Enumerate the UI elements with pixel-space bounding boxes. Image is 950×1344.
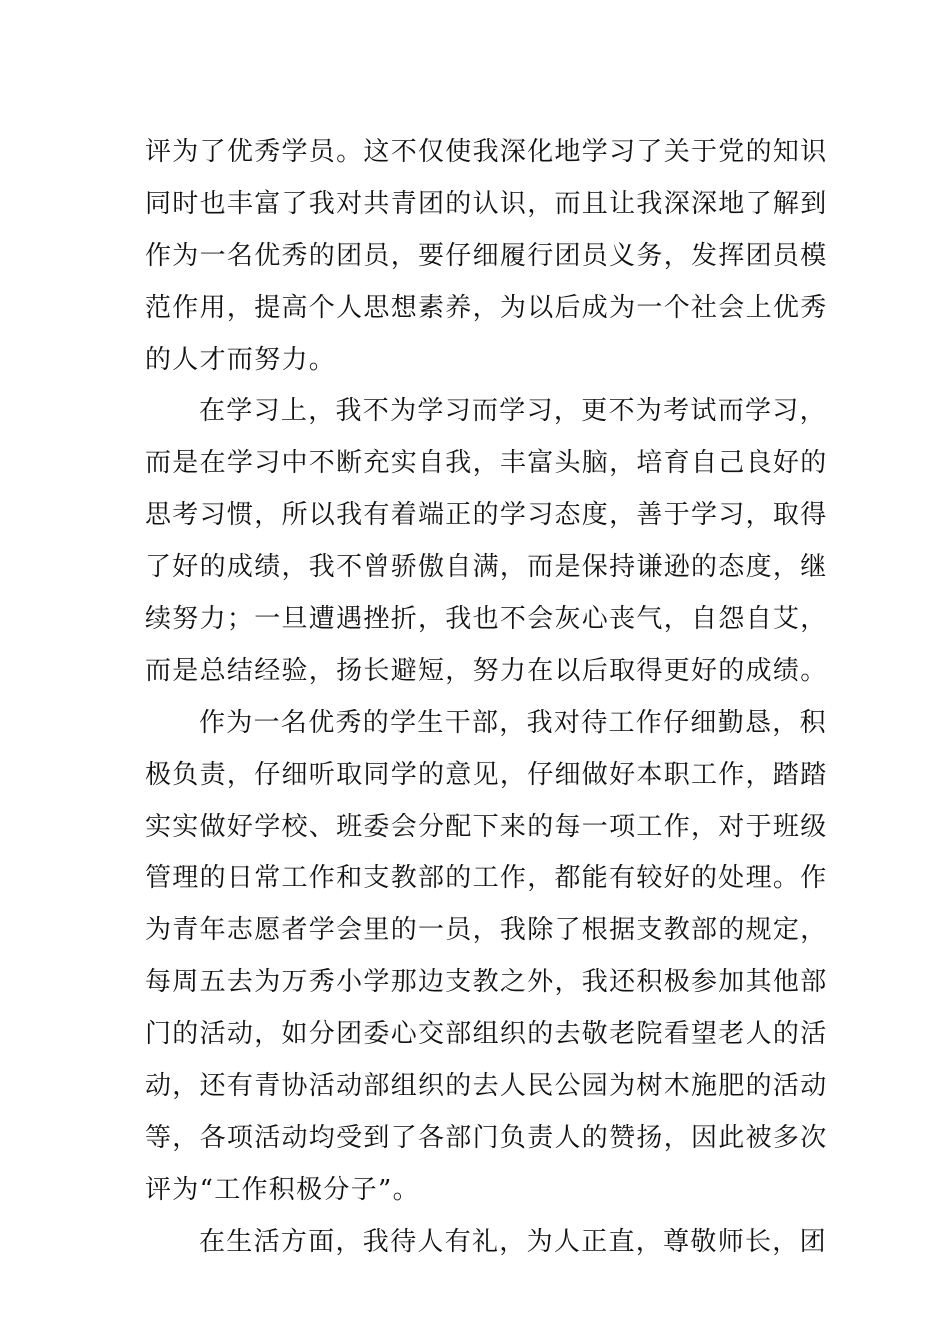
text-line: 的人才而努力。	[145, 344, 337, 375]
text-line: 思考习惯，所以我有着端正的学习态度，善于学习，取得	[145, 500, 828, 531]
text-line: 作为一名优秀的团员，要仔细履行团员义务，发挥团员模	[145, 240, 828, 271]
text-line: 了好的成绩，我不曾骄傲自满，而是保持谦逊的态度，继	[145, 552, 828, 583]
text-line: 评为了优秀学员。这不仅使我深化地学习了关于党的知识	[145, 137, 828, 167]
text-line: 评为“工作积极分子”。	[145, 1174, 420, 1205]
paragraph-start-line: 在学习上，我不为学习而学习，更不为考试而学习，	[199, 396, 827, 427]
text-line: 续努力；一旦遭遇挫折，我也不会灰心丧气，自怨自艾，	[145, 604, 828, 635]
text-line: 管理的日常工作和支教部的工作，都能有较好的处理。作	[145, 863, 828, 894]
text-line: 而是总结经验，扬长避短，努力在以后取得更好的成绩。	[145, 655, 828, 686]
text-line: 为青年志愿者学会里的一员，我除了根据支教部的规定，	[145, 915, 828, 946]
body-text	[145, 127, 828, 1269]
text-line: 同时也丰富了我对共青团的认识，而且让我深深地了解到	[145, 188, 828, 219]
text-line: 动，还有青协活动部组织的去人民公园为树木施肥的活动	[145, 1071, 828, 1102]
text-line: 范作用，提高个人思想素养，为以后成为一个社会上优秀	[145, 292, 828, 323]
paragraph-start-line: 作为一名优秀的学生干部，我对待工作仔细勤恳，积	[199, 707, 827, 738]
text-line: 门的活动，如分团委心交部组织的去敬老院看望老人的活	[145, 1019, 828, 1050]
text-line: 极负责，仔细听取同学的意见，仔细做好本职工作，踏踏	[145, 759, 828, 790]
paragraph-start-line: 在生活方面，我待人有礼，为人正直，尊敬师长，团	[199, 1226, 827, 1257]
text-line: 等，各项活动均受到了各部门负责人的赞扬，因此被多次	[145, 1122, 828, 1153]
text-line: 每周五去为万秀小学那边支教之外，我还积极参加其他部	[145, 967, 828, 998]
text-line: 而是在学习中不断充实自我，丰富头脑，培育自己良好的	[145, 448, 828, 479]
text-line: 实实做好学校、班委会分配下来的每一项工作，对于班级	[145, 811, 828, 842]
